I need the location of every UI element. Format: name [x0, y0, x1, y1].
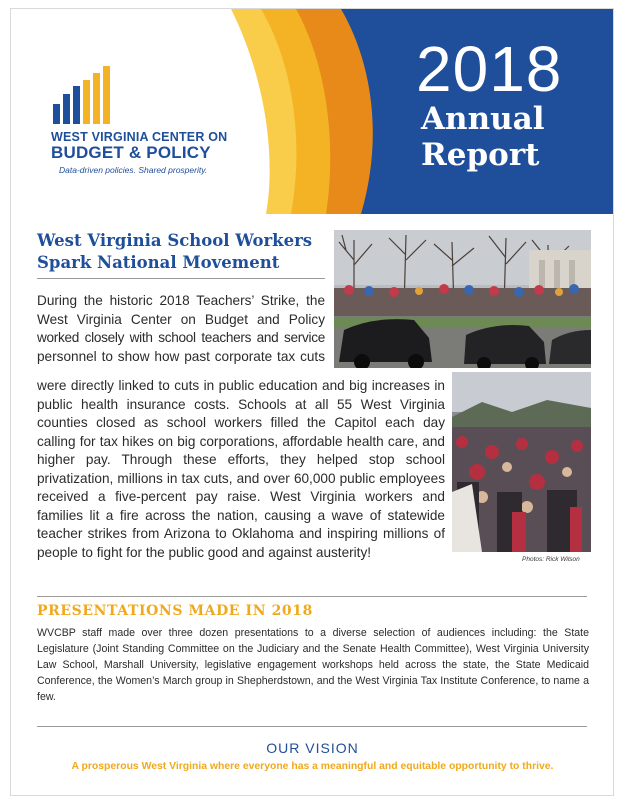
- presentations-body: WVCBP staff made over three dozen presentations to a diverse selection of audiences including: the State Legislature (Joint Standing Committee on the Judiciary and the Senate Health Committee), West Virginia University Law School, Marshall University, legislative engagement workshops held across the state, the State Medicaid Conference, the Women’s March group in Shepherdstown, and the West Virginia Tax Institute Conference, to name a few.: [37, 627, 589, 703]
- capitol-crowd-photo: [452, 372, 591, 552]
- body-line: During the historic 2018 Teachers’ Strike, the: [37, 293, 325, 308]
- article-headline: [37, 230, 327, 274]
- presentations-title: PRESENTATIONS MADE IN 2018: [37, 603, 313, 619]
- report-year: 2018: [416, 33, 563, 105]
- article-body-continued: were directly linked to cuts in public education and big increases in public health insurance costs. Schools at all 55 West Virginia counties closed as school workers filled the Capitol each day calling for tax hikes on big corporations, affordable health care, and higher pay. Through these efforts, they helped stop school privatization, millions in tax cuts, and over 60,000 public employees received a five-percent pay raise. West Virginia workers and families lit a fire across the nation, causing a wave of statewide teacher strikes from Arizona to Oklahoma and inspiring millions of people to fight for the public good and against austerity!: [37, 378, 445, 560]
- vision-divider: [37, 726, 587, 727]
- report-title-line2: Report: [421, 137, 540, 173]
- photo-credit: Photos: Rick Wilson: [522, 556, 580, 563]
- report-title-line1: Annual: [421, 101, 545, 137]
- headline-line1: West Virginia School Workers: [37, 231, 313, 250]
- report-header: [11, 9, 613, 214]
- logo-bars-icon: [51, 64, 121, 124]
- logo-tagline: Data-driven policies. Shared prosperity.: [59, 165, 208, 175]
- presentations-divider: [37, 596, 587, 597]
- headline-line2: Spark National Movement: [37, 253, 280, 272]
- headline-divider: [37, 278, 325, 279]
- vision-statement: A prosperous West Virginia where everyone has a meaningful and equitable opportunity to thrive.: [71, 761, 554, 772]
- wvcbp-logo: [51, 64, 261, 184]
- logo-org-line1: WEST VIRGINIA CENTER ON: [51, 130, 228, 144]
- body-line: worked closely with school teachers and service: [37, 330, 325, 345]
- vision-title: OUR VISION: [266, 740, 359, 756]
- body-line: West Virginia Center on Budget and Policy: [37, 311, 325, 327]
- body-line: personnel to show how past corporate tax cuts: [37, 348, 325, 364]
- logo-org-line2: BUDGET & POLICY: [51, 143, 211, 162]
- capitol-rally-photo: [334, 230, 591, 368]
